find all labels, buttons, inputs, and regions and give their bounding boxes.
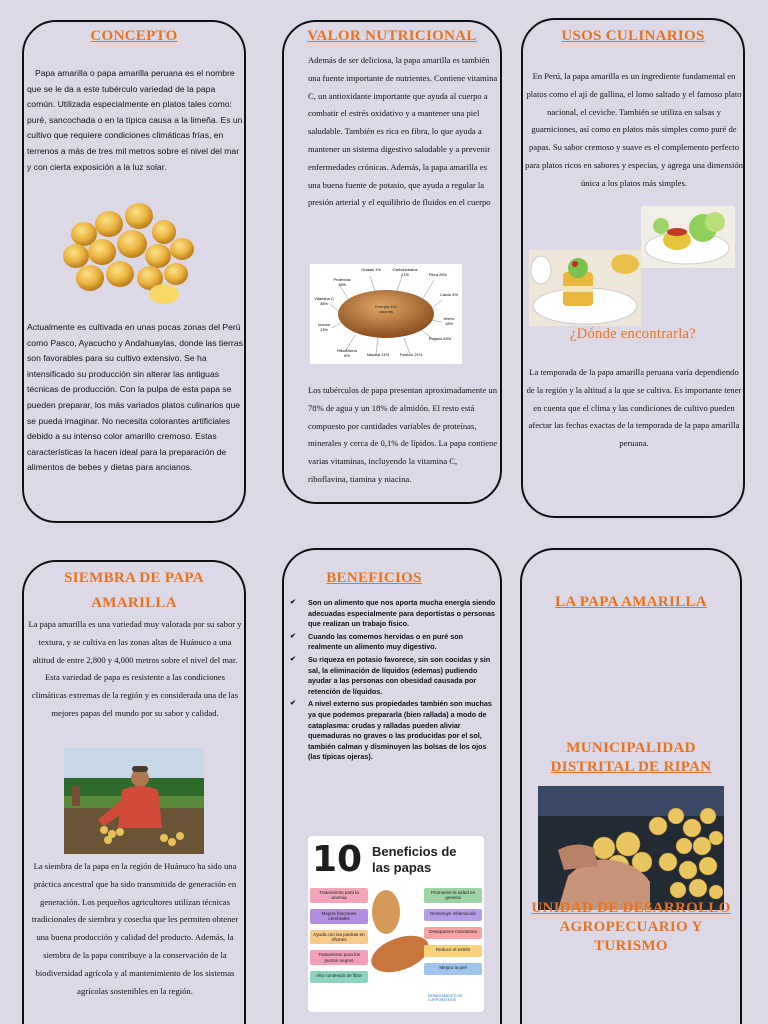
- infographic-footer: DEPARTAMENTO DE CORPORATIVOS: [428, 994, 463, 1002]
- farmer-harvest-image: [64, 748, 204, 854]
- beneficios-list: [290, 598, 496, 765]
- siembra-title-line-2: AMARILLA: [91, 595, 177, 611]
- valor-paragraph-1: Además de ser deliciosa, la papa amarilla es también una fuente importante de nutrientes. Contiene vitamina C, un antioxidante importante que ayuda al cuerpo a combatir el estrés oxidativo y a mantener una piel saludable. También es rica en fibra, lo que ayuda a mantener un sistema digestivo saludable y a prevenir enfermedades crónicas. Además, la papa amarilla es una buena fuente de potasio, que ayuda a regular la presión arterial y el equilibrio de fluidos en el cuerpo: [308, 55, 498, 208]
- unidad-line-2: AGROPECUARIO Y: [559, 919, 703, 935]
- yellow-potatoes-image: [54, 194, 202, 306]
- municipalidad-line-1: MUNICIPALIDAD: [566, 740, 696, 756]
- beneficios-title: BENEFICIOS: [326, 570, 422, 586]
- panel-beneficios: [282, 548, 502, 1024]
- infographic-benefit-right: Disminuye inflamación: [424, 909, 482, 921]
- valor-title: VALOR NUTRICIONAL: [307, 28, 477, 44]
- beneficio-item: ✔ Su riqueza en potasio favorece, sin son cocidas y sin sal, la eliminación de líquidos (edemas) pudiendo ayudar a las personas con obesidad causada por retención de líquidos.: [290, 655, 496, 697]
- nutrition-label-grasas: Grasas 1%: [361, 267, 381, 272]
- nutrition-label-vitamina-c: Vitamina C 48%: [314, 296, 334, 306]
- infographic-benefit-left: Mejora funciones cerebrales: [310, 909, 368, 924]
- nutrition-label-riboflavina: Riboflavina 6%: [337, 348, 357, 358]
- infographic-benefit-right: Promueve la salud en general: [424, 888, 482, 903]
- infographic-title-1: Beneficios de: [372, 844, 457, 859]
- siembra-paragraph-1: La papa amarilla es una variedad muy valorada por su sabor y textura, y se cultiva en las zonas altas de Huánuco a una altitud de entre 2,800 y 4,000 metros sobre el nivel del mar. Esta variedad de papa es resistente a las condiciones climáticas extremas de la región y es considerada una de las mejores papas del mundo por su sabor y calidad.: [28, 619, 242, 718]
- concepto-paragraph-1: Papa amarilla o papa amarilla peruana es el nombre que se le da a este tubérculo variedad de la papa común. Utilizada especialmente en platos tales como: puré, sancochada o en la típica causa a la limeña. Es un cultivo que requiere condiciones climáticas frías, en terrenos a más de tres mil metros sobre el nivel del mar y con cierta exposición a la luz solar.: [27, 68, 243, 172]
- infographic-number: 10: [312, 839, 363, 880]
- panel-concepto: [22, 20, 246, 523]
- infographic-title-2: las papas: [372, 860, 432, 875]
- infographic-benefit-left: Tratamiento para los puntos negros: [310, 950, 368, 965]
- causa-dish-image-2: [529, 250, 641, 326]
- hands-potatoes-image: [538, 786, 724, 910]
- beneficios-infographic: [308, 836, 484, 1012]
- donde-paragraph: La temporada de la papa amarilla peruana varía dependiendo de la región y la altitud a la que se cultiva. Es importante tener en cuenta que el clima y las condiciones de cultivo pueden afectar las fechas exactas de la temporada de la papa amarilla peruana.: [526, 367, 742, 449]
- nutrition-label-ioonos: Ioonos 13%: [317, 322, 330, 332]
- infographic-benefit-left: Tratamiento para la anemia: [310, 888, 368, 903]
- nutrition-label-carbohidratos: Carbohidratos 21%: [392, 267, 418, 277]
- nutrition-potato-chart: [310, 264, 462, 364]
- nutrition-label-fibra: Fibra 26%: [428, 272, 448, 277]
- nutrition-label-niacina: Niacina 21%: [366, 352, 390, 357]
- panel-valor-nutricional: [282, 20, 502, 504]
- unidad-line-3: TURISMO: [594, 938, 668, 954]
- panel-usos-culinarios: [521, 18, 745, 518]
- nutrition-label-hierro: Hierro 18%: [443, 316, 455, 326]
- concepto-title: CONCEPTO: [90, 28, 178, 44]
- nutrition-label-calcio: Calcio 4%: [440, 292, 459, 297]
- beneficio-item: ✔ A nivel externo sus propiedades también son muchas ya que podemos prepararla (bien rallada) a modo de cataplasma: crudas y ralladas pueden aliviar quemaduras no graves o las producidas por el sol, también calman y disminuyen las bolsas de los ojos (las típicas ojeras).: [290, 699, 496, 763]
- portada-title: LA PAPA AMARILLA: [555, 594, 707, 610]
- beneficio-item: ✔ Cuando las comemos hervidas o en puré son realmente un alimento muy digestivo.: [290, 632, 496, 653]
- concepto-paragraph-2: Actualmente es cultivada en unas pocas zonas del Perú como Pasco, Ayacucho y Andahuaylas, donde las tierras son favorables para su cultivo extensivo. Se ha intensificado su producción sin alterar las antiguas técnicas de producción. Con la pulpa de esta papa se pueden preparar, los más variados platos culinarios que se pueda imaginar. No necesita colorantes artificiales debido a su intenso color amarillo cremoso. Estas características la hacen ideal para la preparación de alimentos de bebes y dietas para ancianos.: [27, 322, 243, 473]
- valor-paragraph-2: Los tubérculos de papa presentan aproximadamente un 78% de agua y un 18% de almidón. El resto está compuesto por cantidades variables de proteínas, minerales y cerca de 0,1% de lípidos. La papa contiene varias vitaminas, incluyendo la vitamina C, riboflavina, tiamina y niacina.: [308, 385, 498, 484]
- nutrition-label-energia: Energía 110 calorías: [375, 304, 397, 314]
- panel-portada: [520, 548, 742, 1024]
- siembra-paragraph-2: La siembra de la papa en la región de Huánuco ha sido una práctica ancestral que ha sido transmitida de generación en generación. Los pequeños agricultores utilizan técnicas tradicionales de siembra y cosecha que les permiten obtener una buena producción y calidad del producto. Además, la siembra de la papa contribuye a la conservación de la biodiversidad agrícola y al mantenimiento de los sistemas agrícolas sostenibles en la región.: [31, 861, 239, 996]
- nutrition-label-proteinas: Proteínas 18%: [333, 277, 351, 287]
- nutrition-label-fosforo: Fosforo 21%: [399, 352, 423, 357]
- infographic-benefit-left: Ayuda con las piedras en riñones: [310, 930, 368, 945]
- nutrition-label-potasio: Potasio 46%: [428, 336, 452, 341]
- infographic-benefit-right: Mejora la piel: [424, 963, 482, 975]
- infographic-benefit-left: Alto contenido de fibra: [310, 971, 368, 983]
- unidad-line-1: UNIDAD DE DESARROLLO: [531, 900, 731, 916]
- beneficio-item: ✔ Son un alimento que nos aporta mucha energía siendo adecuadas especialmente para deportistas o personas que realizan un trabajo físico.: [290, 598, 496, 630]
- panel-siembra: [22, 560, 246, 1024]
- infographic-benefit-right: Reduce el estrés: [424, 945, 482, 957]
- siembra-title-line-1: SIEMBRA DE PAPA: [64, 570, 204, 586]
- donde-title: ¿Dónde encontrarla?: [569, 326, 697, 342]
- causa-dish-image-1: [641, 206, 735, 268]
- infographic-benefit-right: Desaparece moretones: [424, 927, 482, 939]
- usos-title: USOS CULINARIOS: [561, 28, 705, 44]
- usos-paragraph-1: En Perú, la papa amarilla es un ingrediente fundamental en platos como el ají de gallina, el lomo saltado y el famoso plato nacional, el ceviche. También se utiliza en salsas y guarniciones, así como en platos más simples como puré de papas. Su sabor cremoso y suave es el complemento perfecto para platos ricos en sabores y especias, y agrega una dimensión única a los platos más simples.: [525, 71, 743, 188]
- municipalidad-line-2: DISTRITAL DE RIPAN: [550, 759, 712, 775]
